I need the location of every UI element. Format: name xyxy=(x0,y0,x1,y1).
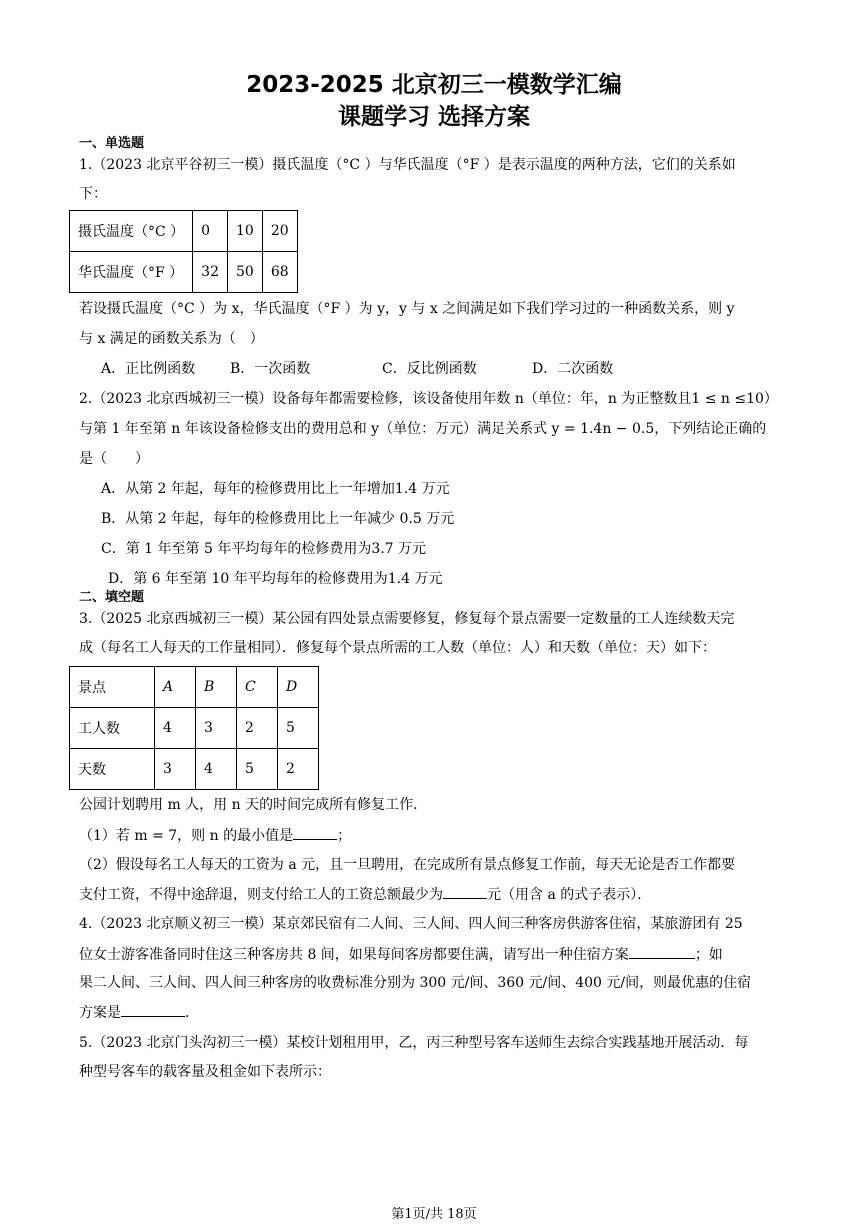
table-cell: 华氏温度（°F ） xyxy=(70,252,193,293)
table-row xyxy=(70,749,319,790)
document-subtitle: 课题学习 选择方案 xyxy=(337,104,530,130)
q2-option-b: B．从第 2 年起，每年的检修费用比上一年减少 0.5 万元 xyxy=(101,511,455,527)
table-cell: 5 xyxy=(278,708,319,749)
table-cell: 2 xyxy=(278,749,319,790)
table-cell: 10 xyxy=(228,211,263,252)
q3-sub1-end: ； xyxy=(337,828,352,844)
q2-stem-line3: 是（ ） xyxy=(79,451,149,467)
table-cell: 摄氏温度（°C ） xyxy=(70,211,193,252)
q1-temperature-table xyxy=(69,210,298,293)
q3-sub2-text: 支付工资，不得中途辞退，则支付给工人的工资总额最少为 xyxy=(79,887,443,903)
answer-blank[interactable] xyxy=(629,944,695,959)
q3-stem-line1: 3.（2025 北京西城初三一模）某公园有四处景点需要修复，修复每个景点需要一定数量的工人连续数天完 xyxy=(79,611,735,627)
q2-option-d: D．第 6 年至第 10 年平均每年的检修费用为1.4 万元 xyxy=(108,571,443,587)
page-number-footer: 第1页/共 18页 xyxy=(391,1207,477,1222)
q4-stem-line2 xyxy=(79,944,723,965)
q3-stem-line3: 公园计划聘用 m 人，用 n 天的时间完成所有修复工作． xyxy=(79,797,428,813)
table-row xyxy=(70,211,298,252)
answer-blank[interactable] xyxy=(293,825,337,840)
q1-stem-line1: 1.（2023 北京平谷初三一模）摄氏温度（°C ）与华氏温度（°F ）是表示温度的两种方法，它们的关系如 xyxy=(79,157,736,173)
table-cell: C xyxy=(237,667,278,708)
q2-option-c: C．第 1 年至第 5 年平均每年的检修费用为3.7 万元 xyxy=(101,541,427,557)
table-cell: 3 xyxy=(155,749,196,790)
table-cell: 3 xyxy=(196,708,237,749)
q4-stem-line1: 4.（2023 北京顺义初三一模）某京郊民宿有二人间、三人间、四人间三种客房供游客住宿，某旅游团有 25 xyxy=(79,916,743,932)
q2-stem-line2: 与第 1 年至第 n 年该设备检修支出的费用总和 y（单位：万元）满足关系式 y = 1.4n − 0.5，下列结论正确的 xyxy=(79,421,767,437)
q1-option-b: B．一次函数 xyxy=(230,361,311,377)
table-cell: 0 xyxy=(193,211,228,252)
table-row xyxy=(70,708,319,749)
q1-option-d: D．二次函数 xyxy=(532,361,614,377)
table-cell: 5 xyxy=(237,749,278,790)
q1-option-a: A．正比例函数 xyxy=(101,361,196,377)
q1-stem-line2: 下： xyxy=(79,186,107,202)
table-cell: 4 xyxy=(155,708,196,749)
q3-subquestion-2-line2 xyxy=(79,884,651,905)
q3-sub1-text: （1）若 m = 7，则 n 的最小值是 xyxy=(79,828,294,844)
q1-stem-line3: 若设摄氏温度（°C ）为 x，华氏温度（°F ）为 y，y 与 x 之间满足如下我们学习过的一种函数关系，则 y xyxy=(79,301,735,317)
q2-option-a: A．从第 2 年起，每年的检修费用比上一年增加1.4 万元 xyxy=(101,481,450,497)
q3-workers-days-table xyxy=(69,666,319,790)
document-title: 2023-2025 北京初三一模数学汇编 xyxy=(246,72,622,98)
table-cell: 2 xyxy=(237,708,278,749)
q4-stem-line3: 果二人间、三人间、四人间三种客房的收费标准分别为 300 元/间、360 元/间、400 元/间，则最优惠的住宿 xyxy=(79,975,752,991)
table-cell: 50 xyxy=(228,252,263,293)
q4-line4-text: 方案是 xyxy=(79,1005,121,1021)
q1-stem-line4: 与 x 满足的函数关系为（ ） xyxy=(79,331,264,347)
q5-stem-line1: 5.（2023 北京门头沟初三一模）某校计划租用甲，乙，丙三种型号客车送师生去综合实践基地开展活动．每 xyxy=(79,1035,749,1051)
table-cell: 32 xyxy=(193,252,228,293)
table-cell: D xyxy=(278,667,319,708)
table-row xyxy=(70,252,298,293)
table-cell: 景点 xyxy=(70,667,155,708)
table-cell: 20 xyxy=(262,211,297,252)
section-heading-single-choice: 一、单选题 xyxy=(79,136,145,151)
answer-blank[interactable] xyxy=(443,884,487,899)
q5-stem-line2: 种型号客车的载客量及租金如下表所示： xyxy=(79,1064,331,1080)
table-row xyxy=(70,667,319,708)
section-heading-fill-in: 二、填空题 xyxy=(79,590,145,605)
q4-line2-end: ；如 xyxy=(694,947,723,963)
q3-subquestion-2-line1: （2）假设每名工人每天的工资为 a 元，且一旦聘用，在完成所有景点修复工作前，每天无论是否工作都要 xyxy=(79,857,736,873)
q4-line4-end: ． xyxy=(185,1005,199,1021)
q3-stem-line2: 成（每名工人每天的工作量相同）．修复每个景点所需的工人数（单位：人）和天数（单位：天）如下： xyxy=(79,640,716,656)
q1-option-c: C．反比例函数 xyxy=(382,361,477,377)
q4-line2-text: 位女士游客准备同时住这三种客房共 8 间，如果每间客房都要住满，请写出一种住宿方案 xyxy=(79,947,629,963)
q3-sub2-end: 元（用含 a 的式子表示）． xyxy=(487,887,652,903)
table-cell: 天数 xyxy=(70,749,155,790)
table-cell: A xyxy=(155,667,196,708)
q4-stem-line4 xyxy=(79,1002,199,1023)
table-cell: B xyxy=(196,667,237,708)
answer-blank[interactable] xyxy=(121,1002,185,1017)
q3-subquestion-1 xyxy=(79,825,351,846)
table-cell: 68 xyxy=(262,252,297,293)
table-cell: 工人数 xyxy=(70,708,155,749)
q2-stem-line1: 2.（2023 北京西城初三一模）设备每年都需要检修，该设备使用年数 n（单位：年，n 为正整数且1 ≤ n ≤10） xyxy=(79,391,778,407)
table-cell: 4 xyxy=(196,749,237,790)
